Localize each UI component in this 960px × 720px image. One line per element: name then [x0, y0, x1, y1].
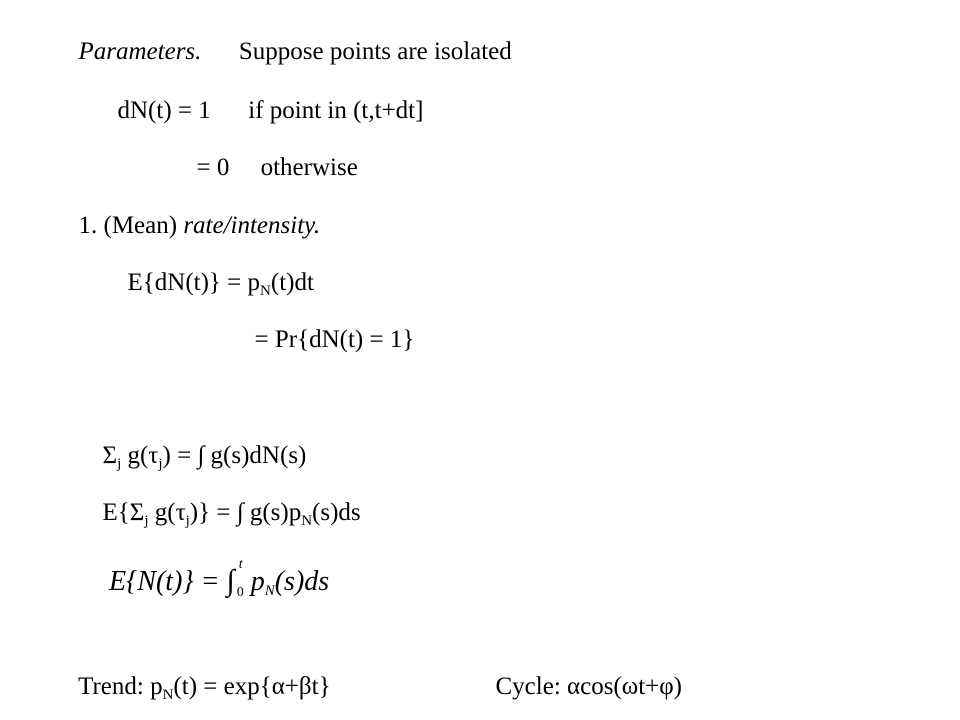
parameters-label: Parameters.	[78, 38, 202, 65]
item-1-heading	[66, 188, 320, 238]
definition-2-condition: otherwise	[260, 154, 358, 181]
definition-line-2	[184, 130, 358, 180]
integral-sign: ∫	[226, 564, 235, 597]
rate-equation-probability: = Pr{dN(t) = 1}	[254, 326, 415, 353]
definition-line-1	[105, 73, 423, 123]
sum-equation: $\Sigma_j$ $g(\tau_j)$ = ∫ g(s)dN(s)	[102, 442, 307, 472]
definition-1-lhs: dN(t) = 1	[117, 97, 211, 124]
cycle-formula: Cycle: αcos(ωt+φ)	[495, 673, 683, 700]
definition-2-lhs: = 0	[196, 154, 230, 181]
parameters-text: Suppose points are isolated	[238, 38, 512, 65]
expected-sum-equation: $E\{\Sigma_j$ $g(\tau_j)$} = ∫ $g(s)p_N(s)ds$	[102, 499, 361, 529]
item-1-term: rate/intensity.	[183, 212, 321, 239]
parameters-heading	[66, 14, 512, 64]
trend-formula: Trend: $p_N(t) = \exp\{\alpha+\beta t\}$	[78, 673, 331, 703]
item-1-number: 1. (Mean)	[78, 212, 184, 239]
definition-1-condition: if point in (t,t+dt]	[248, 97, 424, 124]
rate-equation: $E\{dN(t)\} = p_N(t)dt$	[127, 269, 314, 299]
expected-count-integral: E{N(t)} = ∫ t 0 $p_N(s)ds$	[109, 557, 330, 600]
